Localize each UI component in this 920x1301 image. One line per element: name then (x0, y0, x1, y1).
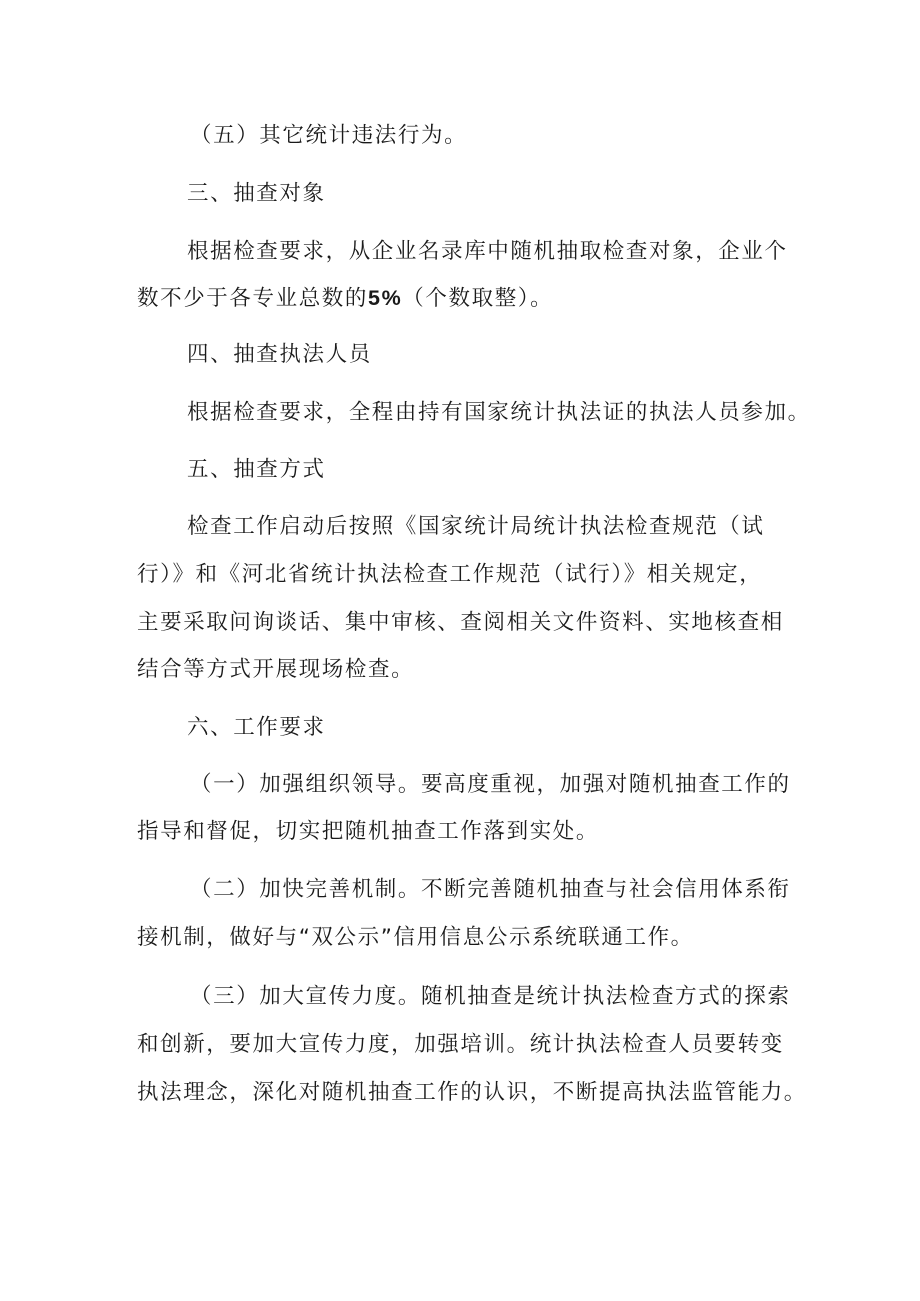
requirement-3-line-2: 和创新，要加大宣传力度，加强培训。统计执法检查人员要转变 (137, 1032, 784, 1057)
section-4-line-1: 根据检查要求，全程由持有国家统计执法证的执法人员参加。 (187, 400, 811, 425)
section-5-line-3: 主要采取问询谈话、集中审核、查阅相关文件资料、实地核查相 (137, 610, 784, 635)
section-4-heading: 四、抽查执法人员 (187, 342, 372, 367)
requirement-3-line-3: 执法理念，深化对随机抽查工作的认识，不断提高执法监管能力。 (137, 1080, 807, 1105)
percentage-value: 5% (368, 286, 403, 310)
section-6-heading: 六、工作要求 (187, 715, 326, 740)
section-3-heading: 三、抽查对象 (187, 181, 326, 206)
requirement-1-line-1: （一）加强组织领导。要高度重视，加强对随机抽查工作的 (190, 772, 791, 797)
section-3-line-2 (137, 284, 553, 313)
section-5-line-4: 结合等方式开展现场检查。 (137, 657, 415, 682)
section-5-line-1: 检查工作启动后按照《国家统计局统计执法检查规范（试 (187, 514, 765, 539)
requirement-1-line-2: 指导和督促，切实把随机抽查工作落到实处。 (137, 819, 600, 844)
requirement-2-line-2: 接机制，做好与“双公示”信用信息公示系统联通工作。 (137, 925, 694, 950)
section-3-line-1: 根据检查要求，从企业名录库中随机抽取检查对象，企业个 (187, 239, 788, 264)
requirement-3-line-1: （三）加大宣传力度。随机抽查是统计执法检查方式的探索 (190, 984, 791, 1009)
section-3-line-2-prefix: 数不少于各专业总数的 (137, 286, 369, 311)
requirement-2-line-1: （二）加快完善机制。不断完善随机抽查与社会信用体系衔 (190, 877, 791, 902)
section-5-line-2: 行）》和《河北省统计执法检查工作规范（试行）》相关规定， (137, 562, 763, 587)
section-3-line-2-suffix: （个数取整）。 (402, 286, 554, 311)
item-five-other: （五）其它统计违法行为。 (190, 123, 468, 148)
section-5-heading: 五、抽查方式 (187, 457, 326, 482)
